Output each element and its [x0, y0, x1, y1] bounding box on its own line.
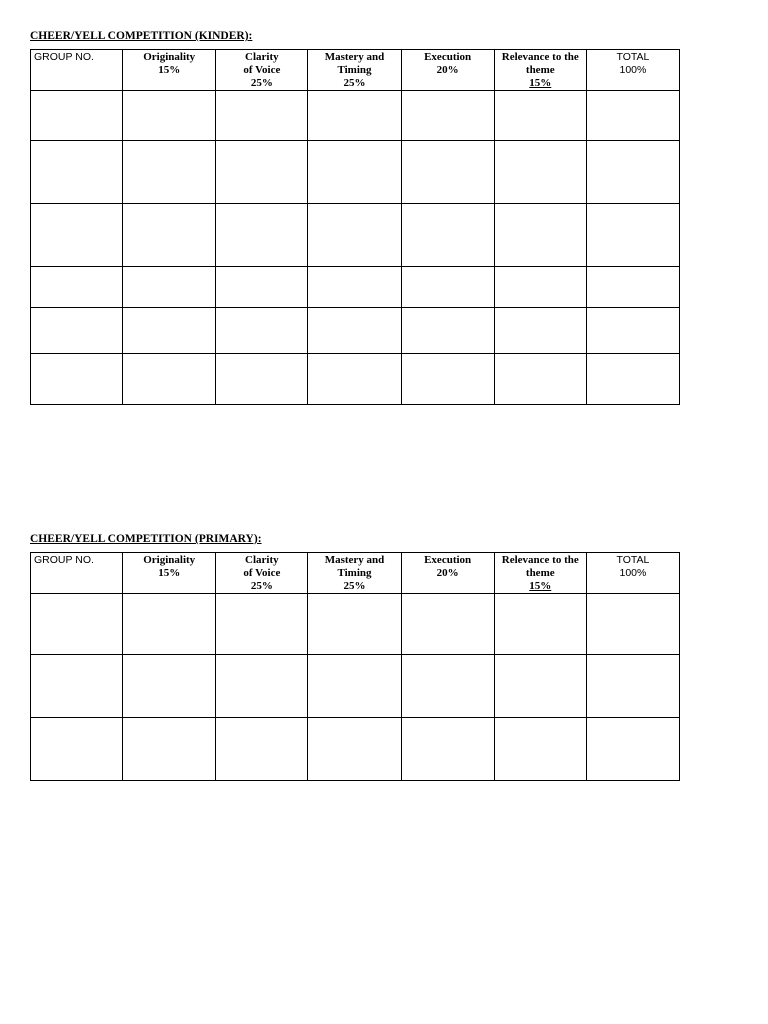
- score-cell: [494, 718, 586, 781]
- primary-header-row: [31, 553, 680, 594]
- kinder-body: [31, 91, 680, 405]
- column-header-line: theme: [525, 64, 555, 76]
- column-header-line: Clarity: [245, 51, 279, 63]
- kinder-title: CHEER/YELL COMPETITION (KINDER):: [30, 30, 253, 42]
- score-cell: [216, 718, 308, 781]
- table-row: [31, 204, 680, 267]
- score-cell: [586, 141, 679, 204]
- score-cell: [216, 308, 308, 354]
- score-cell: [123, 594, 216, 655]
- score-cell: [123, 267, 216, 308]
- column-header-line: Mastery and: [324, 51, 385, 63]
- column-header-line: GROUP NO.: [34, 554, 94, 566]
- score-cell: [308, 655, 401, 718]
- table-row: [31, 308, 680, 354]
- column-header-line: 15%: [158, 64, 181, 76]
- score-cell: [401, 204, 494, 267]
- column-header: [308, 553, 401, 594]
- column-header: [401, 50, 494, 91]
- score-cell: [586, 204, 679, 267]
- column-header-line: 100%: [619, 64, 647, 76]
- score-cell: [123, 141, 216, 204]
- column-header-line: Clarity: [245, 554, 279, 566]
- score-cell: [216, 354, 308, 405]
- score-cell: [586, 718, 679, 781]
- table-row: [31, 91, 680, 141]
- column-header-line: 20%: [436, 567, 459, 579]
- column-header-line: 25%: [343, 77, 366, 89]
- score-cell: [216, 141, 308, 204]
- column-header-line: 25%: [250, 77, 273, 89]
- score-cell: [494, 91, 586, 141]
- score-cell: [216, 267, 308, 308]
- column-header-line: 15%: [529, 580, 552, 592]
- score-cell: [308, 141, 401, 204]
- score-cell: [586, 354, 679, 405]
- score-cell: [308, 308, 401, 354]
- column-header: [494, 50, 586, 91]
- score-cell: [401, 718, 494, 781]
- score-cell: [401, 141, 494, 204]
- score-cell: [31, 718, 123, 781]
- column-header: [31, 553, 123, 594]
- score-cell: [494, 308, 586, 354]
- score-cell: [31, 141, 123, 204]
- score-cell: [123, 655, 216, 718]
- column-header-line: 20%: [436, 64, 459, 76]
- column-header: [123, 50, 216, 91]
- score-cell: [494, 354, 586, 405]
- primary-title: CHEER/YELL COMPETITION (PRIMARY):: [30, 533, 262, 545]
- column-header: [586, 553, 679, 594]
- score-cell: [308, 354, 401, 405]
- column-header-line: Relevance to the: [501, 51, 579, 63]
- column-header: [401, 553, 494, 594]
- primary-section: [30, 532, 680, 781]
- column-header: [123, 553, 216, 594]
- score-cell: [308, 267, 401, 308]
- table-row: [31, 141, 680, 204]
- score-cell: [401, 354, 494, 405]
- score-cell: [31, 594, 123, 655]
- column-header-line: TOTAL: [616, 51, 650, 63]
- column-header-line: Originality: [143, 51, 196, 63]
- column-header-line: Execution: [424, 554, 472, 566]
- column-header-line: Timing: [337, 64, 372, 76]
- table-row: [31, 354, 680, 405]
- score-cell: [586, 267, 679, 308]
- column-header-line: 25%: [343, 580, 366, 592]
- column-header-line: GROUP NO.: [34, 51, 94, 63]
- column-header-line: 15%: [158, 567, 181, 579]
- column-header-line: Mastery and: [324, 554, 385, 566]
- column-header: [494, 553, 586, 594]
- score-cell: [494, 655, 586, 718]
- score-cell: [401, 594, 494, 655]
- score-cell: [123, 91, 216, 141]
- score-cell: [123, 308, 216, 354]
- score-cell: [401, 91, 494, 141]
- column-header-line: TOTAL: [616, 554, 650, 566]
- score-cell: [401, 308, 494, 354]
- score-cell: [216, 594, 308, 655]
- column-header-line: 100%: [619, 567, 647, 579]
- table-row: [31, 718, 680, 781]
- table-row: [31, 594, 680, 655]
- score-cell: [123, 204, 216, 267]
- column-header: [216, 553, 308, 594]
- column-header: [586, 50, 679, 91]
- kinder-score-table: [30, 49, 680, 405]
- column-header-line: Originality: [143, 554, 196, 566]
- score-cell: [586, 91, 679, 141]
- score-cell: [31, 655, 123, 718]
- score-cell: [31, 308, 123, 354]
- table-row: [31, 267, 680, 308]
- score-cell: [494, 204, 586, 267]
- score-cell: [401, 655, 494, 718]
- score-cell: [216, 204, 308, 267]
- score-cell: [31, 354, 123, 405]
- column-header-line: 25%: [250, 580, 273, 592]
- column-header: [216, 50, 308, 91]
- score-cell: [586, 594, 679, 655]
- score-cell: [31, 204, 123, 267]
- column-header-line: of Voice: [243, 64, 281, 76]
- score-cell: [216, 91, 308, 141]
- score-cell: [31, 267, 123, 308]
- column-header: [31, 50, 123, 91]
- score-cell: [31, 91, 123, 141]
- column-header-line: Timing: [337, 567, 372, 579]
- score-cell: [494, 141, 586, 204]
- score-cell: [586, 308, 679, 354]
- score-cell: [123, 718, 216, 781]
- score-cell: [494, 594, 586, 655]
- primary-body: [31, 594, 680, 781]
- column-header-line: of Voice: [243, 567, 281, 579]
- score-cell: [494, 267, 586, 308]
- table-row: [31, 655, 680, 718]
- score-cell: [308, 204, 401, 267]
- score-cell: [308, 91, 401, 141]
- score-cell: [308, 718, 401, 781]
- column-header: [308, 50, 401, 91]
- kinder-header-row: [31, 50, 680, 91]
- score-cell: [586, 655, 679, 718]
- primary-score-table: [30, 552, 680, 781]
- column-header-line: 15%: [529, 77, 552, 89]
- column-header-line: theme: [525, 567, 555, 579]
- score-cell: [123, 354, 216, 405]
- kinder-section: [30, 29, 680, 405]
- column-header-line: Execution: [424, 51, 472, 63]
- column-header-line: Relevance to the: [501, 554, 579, 566]
- score-cell: [401, 267, 494, 308]
- score-cell: [216, 655, 308, 718]
- score-cell: [308, 594, 401, 655]
